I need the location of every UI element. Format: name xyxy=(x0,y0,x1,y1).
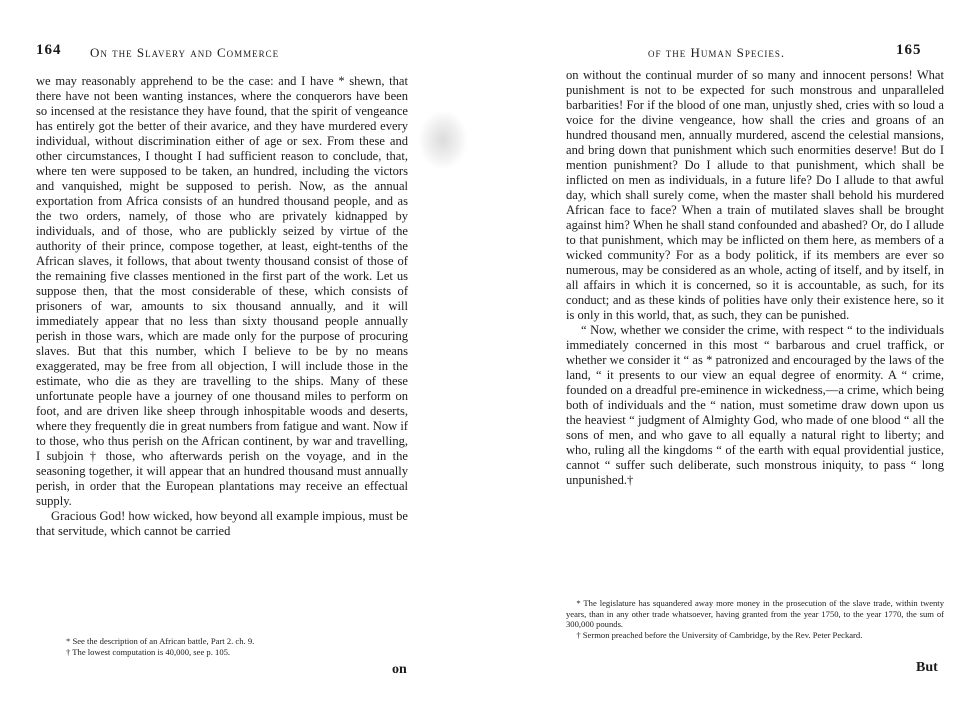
footnote: * See the description of an African battle, Part 2. ch. 9. xyxy=(66,636,255,646)
left-header xyxy=(36,42,408,62)
footnote: † Sermon preached before the University of Cambridge, by the Rev. Peter Peckard. xyxy=(576,629,863,640)
right-header xyxy=(566,42,944,62)
right-page xyxy=(566,0,944,714)
catchword: But xyxy=(916,660,938,675)
paragraph: on without the continual murder of so many and innocent persons! What punishment is not to be expected for such monstrous and unparalleled barbarities! For if the blood of one man, unjustly shed, cries with so loud a voice for the divine vengeance, how shall the cries and groans of an hundred thousand men, annually murdered, ascend the celestial mansions, and bring down that punishment which such enormities deserve! But do I mention punishment? Do I allude to that punishment, which shall be inflicted on men as individuals, in a future life? Do I allude to that awful day, which shall surely come, when the master shall behold his murdered African face to face? When a train of mutilated slaves shall be brought against him? When he shall stand confounded and abashed? Or, do I allude to that punishment, which may be inflicted on them here, as members of a wicked community? For as a body politick, if its members are ever so numerous, may be considered as an whole, acting of itself, and by itself, in all affairs in which it is concerned, so it is accountable, as such, for its conduct; and as these kinds of polities have only their existence here, so it is only in this world, that, as such, they can be punished. xyxy=(566,68,944,322)
footnote: † The lowest computation is 40,000, see p. 105. xyxy=(66,646,231,657)
left-body-text xyxy=(36,74,408,539)
running-head: On the Slavery and Commerce xyxy=(90,45,280,60)
left-footnotes xyxy=(66,636,366,657)
footnote: * The legislature has squandered away more money in the prosecution of the slave trade, within twenty years, than in any other trade whatsoever, having granted from the year 1750, to the year 1770, the sum of 300,000 pounds. xyxy=(566,598,944,630)
page-number: 164 xyxy=(36,42,62,58)
catchword: on xyxy=(392,662,407,677)
page-number: 165 xyxy=(896,42,922,58)
right-footnotes xyxy=(566,598,944,640)
right-body-text xyxy=(566,68,944,488)
paragraph: Gracious God! how wicked, how beyond all example impious, must be that servitude, which cannot be carried xyxy=(36,509,408,538)
gutter-smudge xyxy=(418,110,468,170)
paragraph: we may reasonably apprehend to be the case: and I have * shewn, that there have not been wanting instances, where the conquerors have been so incensed at the resistance they have found, that the spirit of vengeance has entirely got the better of their avarice, and they have murdered every individual, without discrimination either of age or sex. From these and other circumstances, I thought I had sufficient reason to conclude, that, where ten were supposed to be taken, an hundred, including the victors and vanquished, might be supposed to perish. Now, as the annual exportation from Africa consists of an hundred thousand people, and as the two orders, namely, of those who are privately kidnapped by individuals, and of those, who are publickly seized by virtue of the authority of their prince, compose together, at least, eight-tenths of the African slaves, it follows, that about twenty thousand consist of those of the remaining five classes mentioned in the first part of the work. Let us suppose then, that the most considerable of these, which consists of prisoners of war, amounts to six thousand annually, and it will immediately appear that no less than sixty thousand people annually perish in those wars, which are made only for the purpose of procuring slaves. But that this number, which I believe to be by no means exaggerated, may be free from all objection, I will include those in the estimate, who die as they are travelling to the ships. Many of these unfortunate people have a journey of one thousand miles to perform on foot, and are driven like sheep through inhospitable woods and deserts, where they frequently die in great numbers from fatigue and want. Now if to those, who thus perish on the African continent, by war and travelling, I subjoin † those, who afterwards perish on the voyage, and in the seasoning together, it will appear that an hundred thousand must annually perish, in order that the European plantations may receive an effectual supply. xyxy=(36,74,408,508)
running-head: of the Human Species. xyxy=(648,45,786,60)
left-page xyxy=(36,0,408,714)
quotation: “ Now, whether we consider the crime, with respect “ to the individuals immediately concerned in this most “ barbarous and cruel traffick, or whether we consider it “ as * patronized and encouraged by the laws of the land, “ it presents to our view an equal degree of enormity. A “ crime, founded on a dreadful pre-eminence in wickedness,—a crime, which being both of individuals and the “ nation, must sometime draw down upon us the heaviest “ judgment of Almighty God, who made of one blood “ all the sons of men, and who gave to all equally a natural right to liberty; and who, ruling all the kingdoms “ of the earth with equal providential justice, cannot “ suffer such deliberate, such monstrous iniquity, to pass “ long unpunished.† xyxy=(566,323,944,487)
